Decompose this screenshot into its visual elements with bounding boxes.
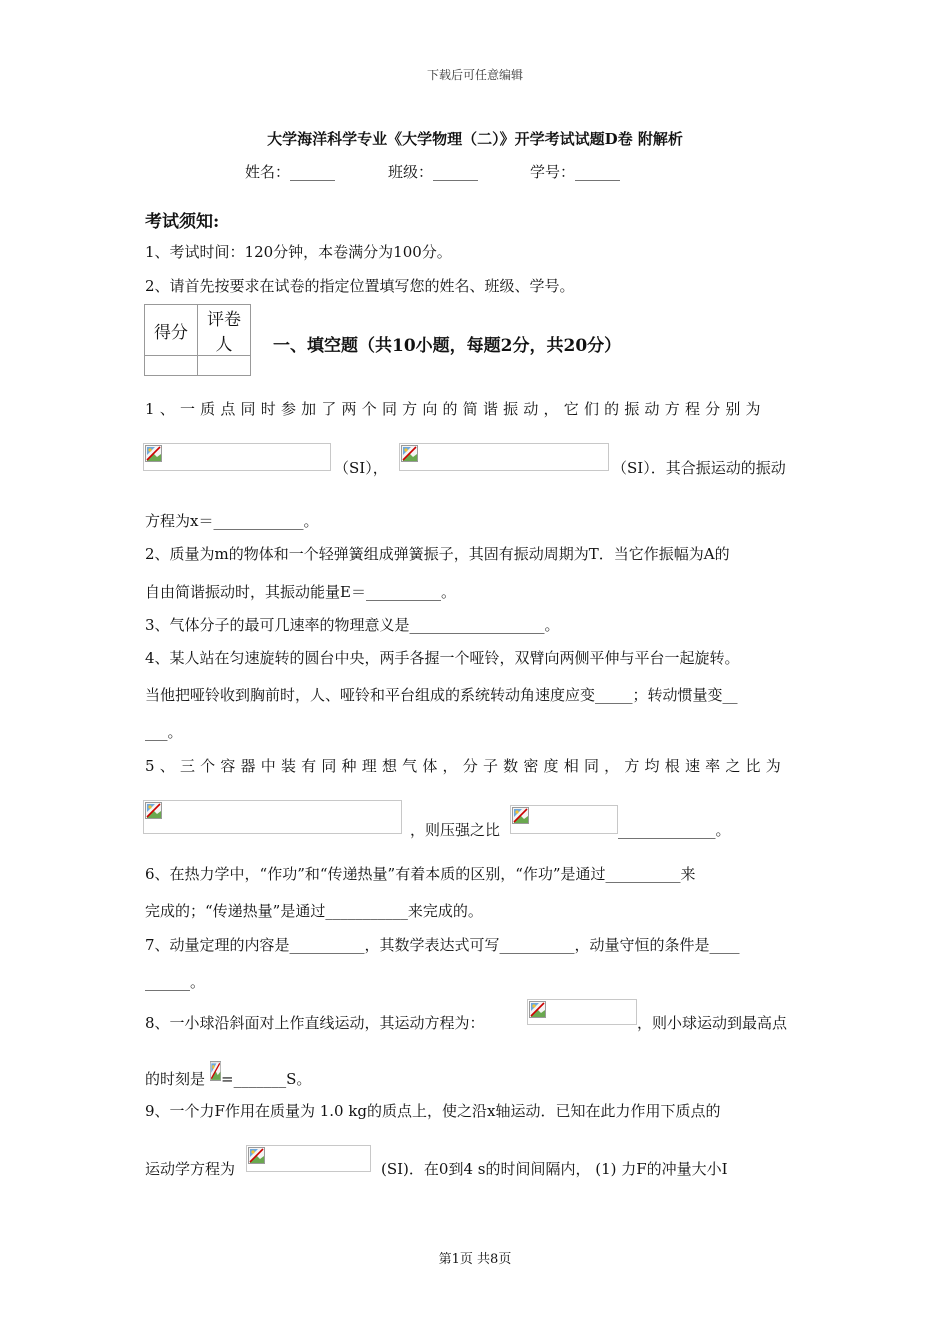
page-footer: 第1页 共8页 — [438, 1252, 512, 1267]
q4-text: 4、某人站在匀速旋转的圆台中央，两手各握一个哑铃，双臂向两侧平伸与平台一起旋转。 — [145, 649, 740, 667]
equation-image — [399, 443, 609, 471]
page-header: 下载后可任意编辑 — [426, 68, 523, 82]
q8-text: 8、一小球沿斜面对上作直线运动，其运动方程为： — [145, 1014, 485, 1032]
q4-text-cont: 当他把哑铃收到胸前时，人、哑铃和平台组成的系统转动角速度应变_____；转动惯量变__ — [145, 686, 738, 704]
broken-image-icon — [529, 1001, 546, 1018]
broken-image-icon — [145, 802, 162, 819]
q1-text: 1、一质点同时参加了两个同方向的简谐振动，它们的振动方程分别为 — [145, 400, 766, 418]
q7-text-end: ______。 — [145, 973, 206, 991]
q6-text: 6、在热力学中，“作功”和“传递热量”有着本质的区别，“作功”是通过__________来 — [145, 865, 696, 883]
q8-text-cont: ，则小球运动到最高点 — [637, 1014, 788, 1032]
q7-text: 7、动量定理的内容是__________，其数学表达式可写__________，动量守恒的条件是____ — [145, 936, 740, 954]
broken-image-icon — [210, 1061, 221, 1081]
broken-image-icon — [248, 1147, 265, 1164]
equation-image — [527, 999, 637, 1025]
grader-cell — [198, 356, 251, 376]
equation-image — [143, 443, 331, 471]
equation-image — [143, 800, 402, 834]
equation-image — [510, 805, 618, 834]
broken-image-icon — [512, 807, 529, 824]
score-cell — [145, 356, 198, 376]
equation-image — [246, 1145, 371, 1172]
notice-heading: 考试须知: — [145, 212, 220, 232]
part1-title: 一、填空题（共10小题，每题2分，共20分） — [273, 336, 622, 356]
q4-text-end: ___。 — [145, 723, 183, 741]
q1-answer-line: 方程为x＝____________。 — [145, 512, 319, 530]
exam-title: 大学海洋科学专业《大学物理（二）》开学考试试题D卷 附解析 — [267, 130, 683, 148]
notice-item: 1、考试时间：120分钟，本卷满分为100分。 — [145, 243, 452, 261]
score-label: 得分 — [145, 305, 198, 356]
q5-text: 5、三个容器中装有同种理想气体，分子数密度相同，方均根速率之比为 — [145, 757, 786, 775]
student-id-field: 学号：______ — [530, 163, 621, 181]
broken-image-icon — [401, 445, 418, 462]
q8-answer-line: =_______S。 — [221, 1070, 312, 1088]
name-field: 姓名：______ — [245, 163, 336, 181]
q1-unit: （SI）， — [334, 459, 388, 477]
q5-answer-line: _____________。 — [618, 821, 731, 839]
q8-text-time: 的时刻是 — [145, 1070, 206, 1088]
class-field: 班级：______ — [388, 163, 479, 181]
q9-text: 9、一个力F作用在质量为 1.0 kg的质点上，使之沿x轴运动．已知在此力作用下质点的 — [145, 1102, 721, 1120]
q9-text-end: (SI)．在0到4 s的时间间隔内， (1) 力F的冲量大小I — [381, 1160, 728, 1178]
broken-image-icon — [145, 445, 162, 462]
q6-text-cont: 完成的；“传递热量”是通过___________来完成的。 — [145, 902, 483, 920]
q5-text-cont: ，则压强之比 — [410, 821, 501, 839]
q3-text: 3、气体分子的最可几速率的物理意义是__________________。 — [145, 616, 560, 634]
q1-unit-continued: （SI）．其合振运动的振动 — [612, 459, 786, 477]
grader-label: 评卷人 — [198, 305, 251, 356]
q9-text-cont: 运动学方程为 — [145, 1160, 236, 1178]
notice-item: 2、请首先按要求在试卷的指定位置填写您的姓名、班级、学号。 — [145, 277, 575, 295]
q2-text: 2、质量为m的物体和一个轻弹簧组成弹簧振子，其固有振动周期为T．当它作振幅为A的 — [145, 545, 730, 563]
score-table — [144, 304, 251, 376]
q2-text-cont: 自由简谐振动时，其振动能量E＝__________。 — [145, 583, 456, 601]
